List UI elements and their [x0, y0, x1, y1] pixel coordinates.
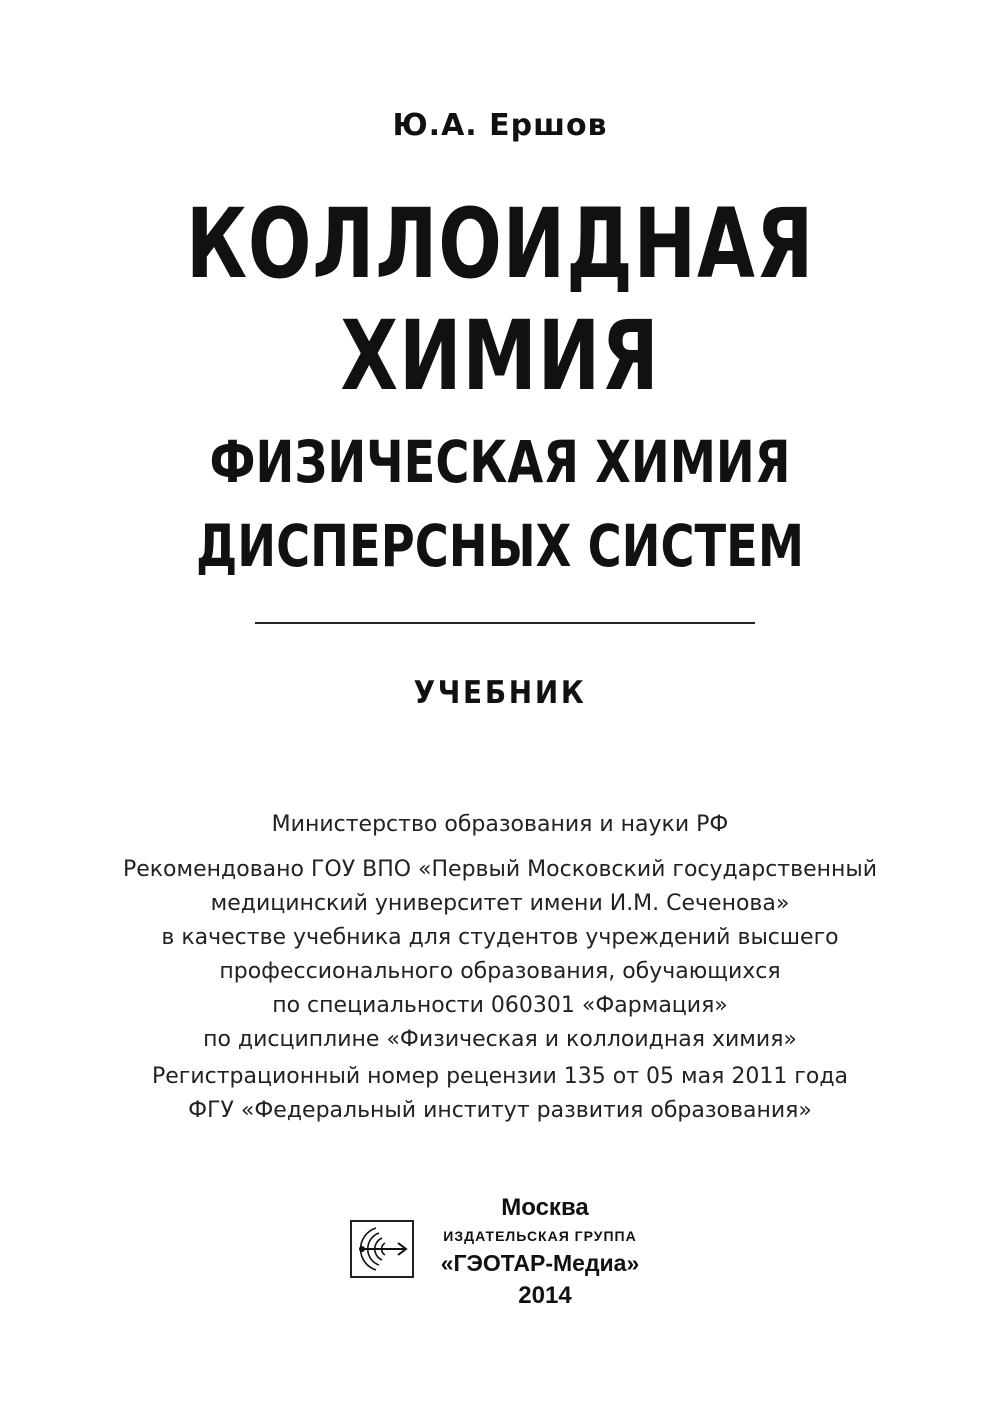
book-subtitle-line-2: ДИСПЕРСНЫХ СИСТЕМ	[195, 512, 805, 580]
publisher-group: ИЗДАТЕЛЬСКАЯ ГРУППА	[443, 1228, 637, 1244]
publisher-city: Москва	[501, 1194, 589, 1221]
publisher-name: «ГЭОТАР-Медиа»	[440, 1250, 640, 1276]
recommendation-line: Рекомендовано ГОУ ВПО «Первый Московский государственный	[122, 857, 878, 882]
registration-line: Регистрационный номер рецензии 135 от 05 мая 2011 года	[151, 1064, 849, 1089]
title-divider	[255, 622, 755, 624]
recommendation-line: в качестве учебника для студентов учреждений высшего	[161, 925, 839, 950]
book-subtitle-line-1: ФИЗИЧЕСКАЯ ХИМИЯ	[209, 428, 791, 496]
author-name: Ю.А. Ершов	[392, 108, 608, 143]
publisher-logo-graphic	[352, 1222, 412, 1276]
recommendation-block	[0, 853, 1000, 1057]
book-type: УЧЕБНИК	[413, 675, 587, 711]
recommendation-line: по дисциплине «Физическая и коллоидная химия»	[203, 1027, 797, 1052]
book-title-line-1: КОЛЛОИДНАЯ	[185, 188, 815, 300]
recommendation-line: по специальности 060301 «Фармация»	[272, 993, 728, 1018]
registration-block	[0, 1060, 1000, 1128]
publisher-block	[350, 1194, 660, 1314]
publisher-logo-icon	[350, 1220, 414, 1278]
recommendation-line: профессионального образования, обучающихся	[219, 959, 781, 984]
book-title-line-2: ХИМИЯ	[340, 300, 660, 412]
registration-line: ФГУ «Федеральный институт развития образования»	[188, 1098, 812, 1123]
publication-year: 2014	[518, 1282, 572, 1309]
ministry-line	[0, 808, 1000, 842]
recommendation-line: медицинский университет имени И.М. Сеченова»	[210, 891, 790, 916]
ministry-text: Министерство образования и науки РФ	[271, 812, 729, 837]
